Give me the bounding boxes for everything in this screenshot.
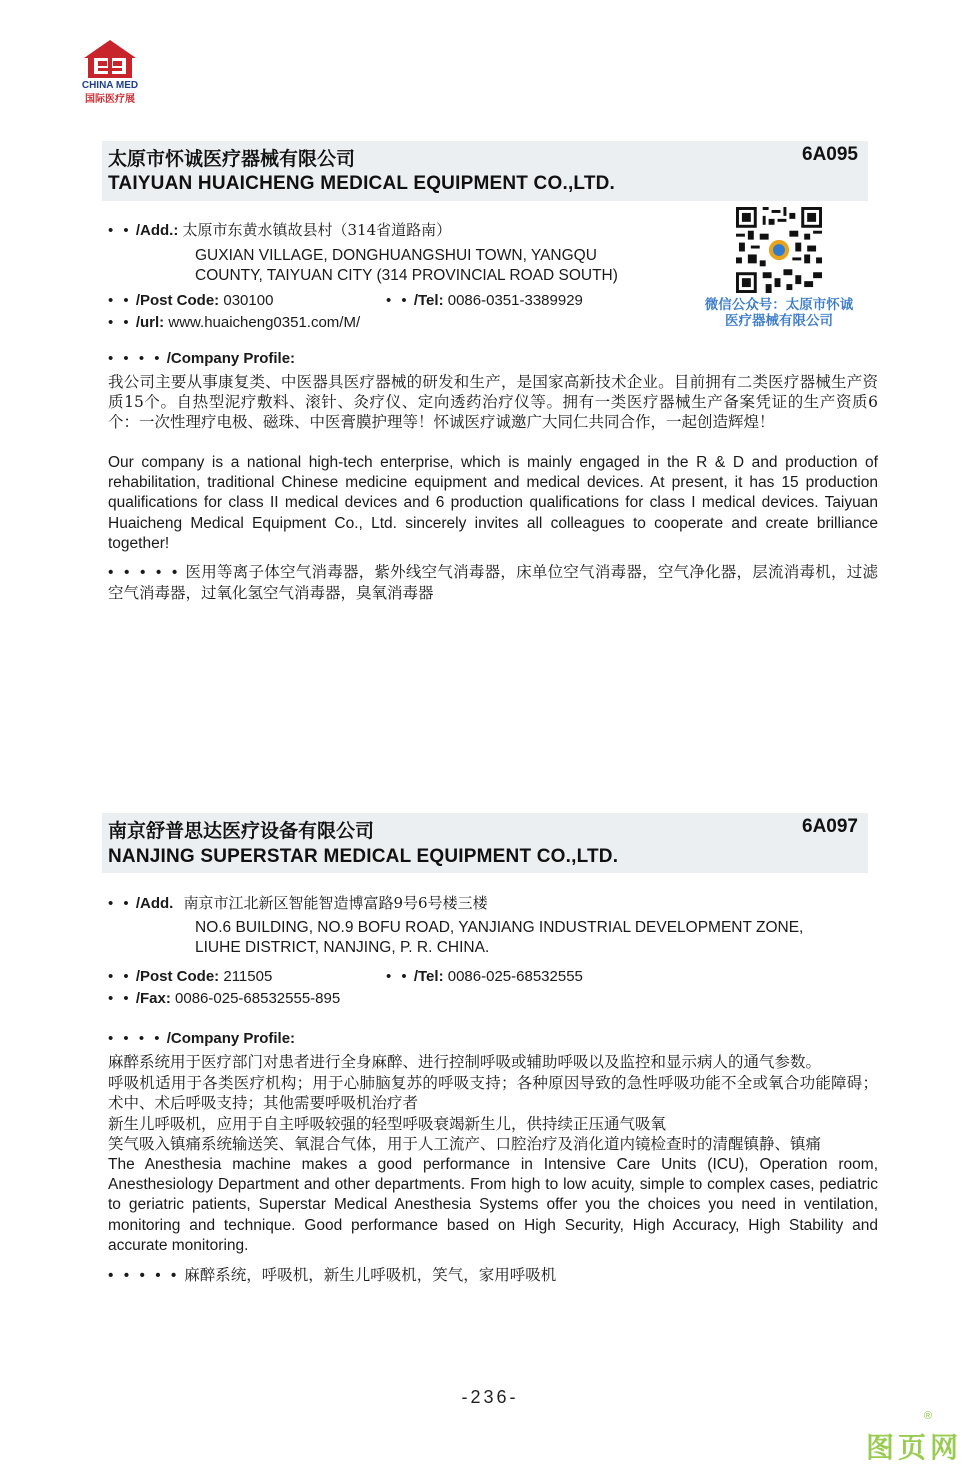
qr-caption-line-1: 微信公众号：太原市怀诚 [704, 297, 854, 312]
profile-text-en: The Anesthesia machine makes a good performance in Intensive Care Units (ICU), Operation room, Anesthesiology Department and other departments. From high to low acuity, simple to complex cases, pediatric to geriatric patients, Superstar Medical Anesthesia Systems offer you the choices you need in ventilation, monitoring and technique. Good performance based on High Security, High Accuracy, High Stability and accurate monitoring. [108, 1156, 878, 1254]
china-med-logo [70, 38, 150, 105]
tel-value: 0086-0351-3389929 [447, 292, 583, 309]
products-row [108, 562, 878, 603]
tel-label: /Tel: [413, 968, 444, 985]
bullets: • • [108, 990, 132, 1007]
bullets: • • [386, 968, 410, 985]
address-en-line-2: COUNTY, TAIYUAN CITY (314 PROVINCIAL ROAD SOUTH) [195, 267, 618, 284]
watermark-logo: 图页网 [865, 1432, 962, 1463]
fax-row [108, 989, 340, 1009]
house-logo-icon [70, 38, 150, 82]
profile-text-cn: 我公司主要从事康复类、中医器具医疗器械的研发和生产，是国家高新技术企业。目前拥有二类医疗器械生产资质15个。自热型泥疗敷料、滚针、灸疗仪、定向透药治疗仪等。拥有一类医疗器械生产备案凭证的生产资质6个：一次性理疗电极、磁珠、中医膏膜护理等！怀诚医疗诚邀广大同仁共同合作，一起创造辉煌！ [108, 373, 878, 432]
address-row [108, 893, 488, 914]
qr-caption [694, 297, 864, 329]
logo-text-en: CHINA MED [81, 80, 139, 91]
bullets: • • [108, 968, 132, 985]
address-label: /Add.: [135, 222, 179, 239]
bullets: • • • • [108, 350, 163, 367]
address-en-line-1: GUXIAN VILLAGE, DONGHUANGSHUI TOWN, YANGQU [195, 247, 597, 264]
profile-label: /Company Profile: [166, 350, 296, 367]
bullets: • • • • • [108, 1267, 180, 1284]
bullets: • • [108, 222, 132, 239]
bullets: • • [108, 292, 132, 309]
post-code-label: /Post Code: [135, 292, 220, 309]
booth-number: 6A095 [802, 144, 858, 165]
products-text: 麻醉系统，呼吸机，新生儿呼吸机，笑气，家用呼吸机 [184, 1266, 557, 1284]
products-row [108, 1265, 878, 1286]
company-name-en: NANJING SUPERSTAR MEDICAL EQUIPMENT CO.,LTD. [108, 846, 619, 867]
profile-text-cn-1: 麻醉系统用于医疗部门对患者进行全身麻醉、进行控制呼吸或辅助呼吸以及监控和显示病人的通气参数。 [108, 1053, 822, 1071]
profile-label-row [108, 349, 295, 369]
address-label: /Add. [135, 895, 174, 912]
profile-text-cn-2: 呼吸机适用于各类医疗机构；用于心肺脑复苏的呼吸支持；各种原因导致的急性呼吸功能不全或氧合功能障碍；术中、术后呼吸支持；其他需要呼吸机治疗者 [108, 1074, 878, 1113]
tel-row [386, 291, 583, 311]
company-name-cn: 太原市怀诚医疗器械有限公司 [108, 149, 356, 170]
company-name-cn: 南京舒普思达医疗设备有限公司 [108, 821, 375, 842]
bullets: • • [108, 895, 132, 912]
bullets: • • [386, 292, 410, 309]
post-code-row [108, 967, 272, 987]
watermark-registered-mark: ® [923, 1410, 932, 1422]
address-row [108, 220, 451, 241]
profile-text-cn-3: 新生儿呼吸机，应用于自主呼吸较强的轻型呼吸衰竭新生儿，供持续正压通气吸氧 [108, 1115, 667, 1133]
company-name-en: TAIYUAN HUAICHENG MEDICAL EQUIPMENT CO.,LTD. [108, 173, 616, 194]
bullets: • • • • [108, 1030, 163, 1047]
booth-number: 6A097 [802, 816, 858, 837]
post-code-label: /Post Code: [135, 968, 220, 985]
logo-text-cn: 国际医疗展 [85, 94, 135, 105]
profile-label: /Company Profile: [166, 1030, 296, 1047]
address-en-line-1: NO.6 BUILDING, NO.9 BOFU ROAD, YANJIANG INDUSTRIAL DEVELOPMENT ZONE, [195, 919, 804, 936]
fax-value: 0086-025-68532555-895 [175, 990, 341, 1007]
address-cn: 太原市东黄水镇故县村（314省道路南） [182, 221, 452, 239]
tel-label: /Tel: [413, 292, 444, 309]
profile-label-row [108, 1029, 295, 1049]
products-text: 医用等离子体空气消毒器，紫外线空气消毒器，床单位空气消毒器，空气净化器，层流消毒机，过滤空气消毒器，过氧化氢空气消毒器，臭氧消毒器 [108, 563, 878, 603]
page-number: -236- [461, 1387, 519, 1407]
post-code-row [108, 291, 273, 311]
bullets: • • • • • [108, 564, 181, 581]
qr-caption-line-2: 医疗器械有限公司 [725, 313, 833, 328]
tel-row [386, 967, 583, 987]
tel-value: 0086-025-68532555 [447, 968, 583, 985]
url-row [108, 313, 360, 333]
profile-text-cn-4: 笑气吸入镇痛系统输送笑、氧混合气体，用于人工流产、口腔治疗及消化道内镜检查时的清醒镇静、镇痛 [108, 1135, 822, 1153]
qr-code-icon [736, 207, 822, 293]
bullets: • • [108, 314, 132, 331]
url-value[interactable]: www.huaicheng0351.com/M/ [168, 314, 361, 331]
post-code-value: 211505 [223, 968, 273, 985]
url-label: /url: [135, 314, 165, 331]
post-code-value: 030100 [223, 292, 274, 309]
profile-text-en: Our company is a national high-tech enterprise, which is mainly engaged in the R & D and production of rehabilitation, traditional Chinese medicine equipment and medical devices. At present, it has 15 production qualifications for class II medical devices and 6 production qualifications for class I medical devices. Taiyuan Huaicheng Medical Equipment Co., Ltd. sincerely invites all colleagues to cooperate and create brilliance together! [108, 454, 878, 552]
fax-label: /Fax: [135, 990, 171, 1007]
address-en-line-2: LIUHE DISTRICT, NANJING, P. R. CHINA. [195, 939, 490, 956]
address-cn: 南京市江北新区智能智造博富路9号6号楼三楼 [183, 894, 488, 912]
